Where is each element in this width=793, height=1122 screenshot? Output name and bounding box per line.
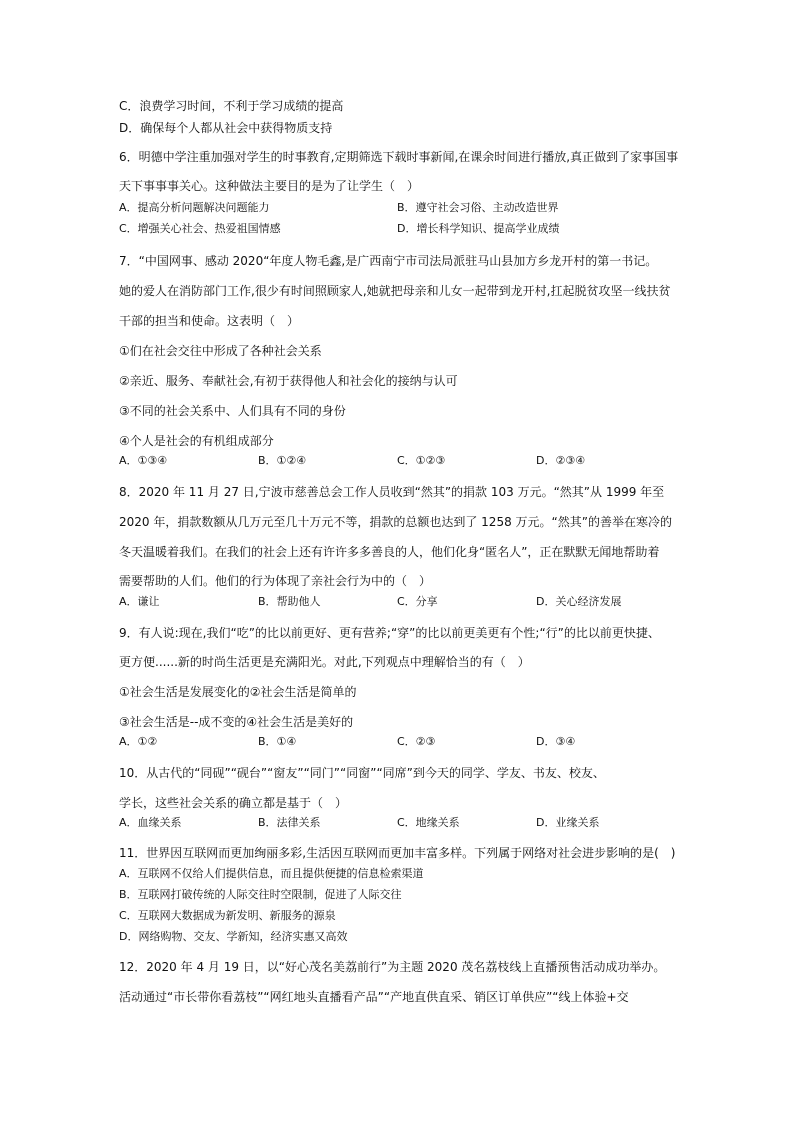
q6-option-b: B．遵守社会习俗、主动改造世界 <box>397 201 559 214</box>
q8-stem-line3: 冬天温暖着我们。在我们的社会上还有许许多多善良的人，他们化身“匿名人”，正在默默无闻地帮助着 <box>119 545 660 559</box>
q7-statement-4: ④个人是社会的有机组成部分 <box>119 434 274 448</box>
q9-option-a: A．①② <box>119 735 158 748</box>
q6-option-a: A．提高分析问题解决问题能力 <box>119 201 270 214</box>
q10-option-d: D．业缘关系 <box>536 816 600 829</box>
q8-option-d: D．关心经济发展 <box>536 595 622 608</box>
q11-option-b: B．互联网打破传统的人际交往时空限制，促进了人际交往 <box>119 888 402 901</box>
q5-option-c: C．浪费学习时间，不利于学习成绩的提高 <box>119 99 344 113</box>
q8-option-b: B．帮助他人 <box>258 595 321 608</box>
q9-option-b: B．①④ <box>258 735 297 748</box>
q8-stem-line2: 2020 年，捐款数额从几万元至几十万元不等，捐款的总额也达到了 1258 万元。“然其”的善举在寒冷的 <box>119 515 672 529</box>
q9-option-d: D．③④ <box>536 735 576 748</box>
q6-stem-line1: 6．明德中学注重加强对学生的时事教育,定期筛选下载时事新闻,在课余时间进行播放,真正做到了家事国事 <box>119 150 679 164</box>
q7-option-b: B．①②④ <box>258 454 307 467</box>
q9-option-c: C．②③ <box>397 735 436 748</box>
q7-stem-line2: 她的爱人在消防部门工作,很少有时间照顾家人,她就把母亲和儿女一起带到龙开村,扛起脱贫攻坚一线扶贫 <box>119 284 671 298</box>
q7-option-a: A．①③④ <box>119 454 168 467</box>
q9-stem-line2: 更方便......新的时尚生活更是充满阳光。对此,下列观点中理解恰当的有（ ） <box>119 655 530 669</box>
q11-option-a: A．互联网不仅给人们提供信息，而且提供便捷的信息检索渠道 <box>119 867 424 880</box>
q8-option-c: C．分享 <box>397 595 438 608</box>
q6-stem-line2: 天下事事事关心。这种做法主要目的是为了让学生（ ） <box>119 179 420 193</box>
q10-option-a: A．血缘关系 <box>119 816 182 829</box>
q7-statement-2: ②亲近、服务、奉献社会,有初于获得他人和社会化的接纳与认可 <box>119 374 458 388</box>
q12-stem-line2: 活动通过“市长带你看荔枝”“网红地头直播看产品”“产地直供直采、销区订单供应”“线上体验+交 <box>119 990 629 1004</box>
q7-option-d: D．②③④ <box>536 454 586 467</box>
q8-option-a: A．谦让 <box>119 595 160 608</box>
q7-stem-line1: 7．“中国网事、感动 2020“年度人物毛鑫,是广西南宁市司法局派驻马山县加方乡龙开村的第一书记。 <box>119 254 658 268</box>
q8-stem-line1: 8．2020 年 11 月 27 日,宁波市慈善总会工作人员收到“然其”的捐款 103 万元。“然其”从 1999 年至 <box>119 485 665 499</box>
q10-option-c: C．地缘关系 <box>397 816 460 829</box>
q7-stem-line3: 干部的担当和使命。这表明（ ） <box>119 314 300 328</box>
q7-option-c: C．①②③ <box>397 454 446 467</box>
q11-option-c: C．互联网大数据成为新发明、新服务的源泉 <box>119 909 336 922</box>
q11-stem: 11．世界因互联网而更加绚丽多彩,生活因互联网而更加丰富多样。下列属于网络对社会进步影响的是( ) <box>119 846 676 860</box>
q12-stem-line1: 12．2020 年 4 月 19 日，以“好心茂名美荔前行”为主题 2020 茂名荔枝线上直播预售活动成功举办。 <box>119 960 666 974</box>
q9-statements-1-2: ①社会生活是发展变化的②社会生活是简单的 <box>119 685 357 699</box>
q7-statement-3: ③不同的社会关系中、人们具有不同的身份 <box>119 404 346 418</box>
q8-stem-line4: 需要帮助的人们。他们的行为体现了亲社会行为中的（ ） <box>119 574 432 588</box>
q10-option-b: B．法律关系 <box>258 816 321 829</box>
q9-statements-3-4: ③社会生活是--成不变的④社会生活是美好的 <box>119 715 354 729</box>
q9-stem-line1: 9．有人说:现在,我们“吃”的比以前更好、更有营养;“穿”的比以前更美更有个性;“行”的比以前更快捷、 <box>119 626 660 640</box>
q10-stem-line2: 学长，这些社会关系的确立都是基于（ ） <box>119 796 348 810</box>
q7-statement-1: ①们在社会交往中形成了各种社会关系 <box>119 344 322 358</box>
q6-option-c: C．增强关心社会、热爱祖国情感 <box>119 222 281 235</box>
q10-stem-line1: 10．从古代的“同砚”“砚台”“窗友”“同门”“同窗”“同席”到今天的同学、学友、书友、校友、 <box>119 766 605 780</box>
q6-option-d: D．增长科学知识、提高学业成绩 <box>397 222 560 235</box>
q5-option-d: D．确保每个人都从社会中获得物质支持 <box>119 121 333 135</box>
q11-option-d: D．网络购物、交友、学新知，经济实惠又高效 <box>119 930 348 943</box>
